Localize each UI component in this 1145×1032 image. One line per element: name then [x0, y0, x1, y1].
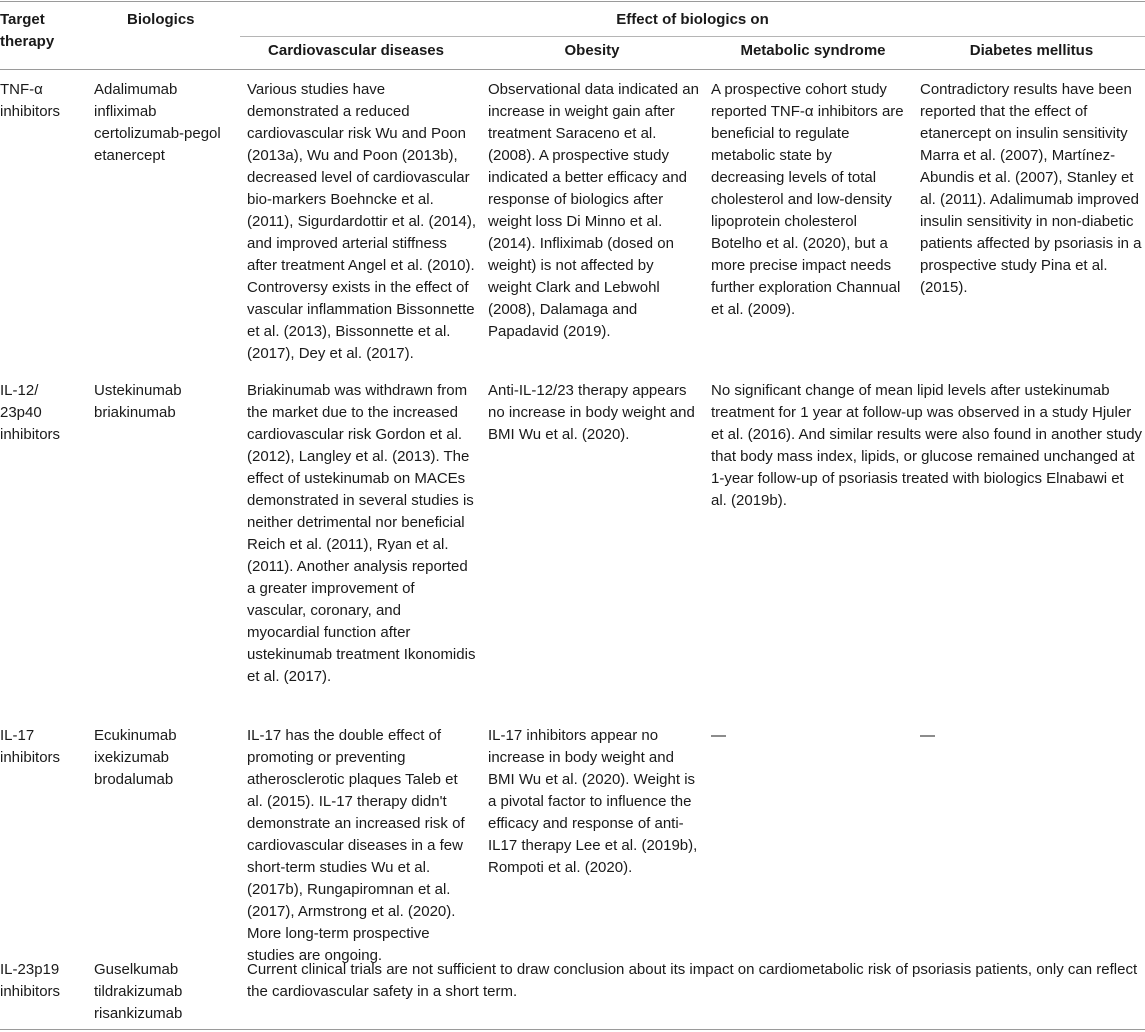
row-2-metabolic-diabetes: No significant change of mean lipid levels after ustekinumab treatment for 1 year at follow-up was observed in a study Hjuler et al. (2016). And similar results were also found in another study that body mass index, lipids, or glucose remained unchanged at 1-year follow-up of psoriasis treated with biologics Elnabawi et al. (2019b).: [711, 382, 1143, 509]
row-3-diabetes: —: [920, 727, 935, 744]
header-cardiovascular: Cardiovascular diseases: [268, 42, 444, 59]
biologic-name: Guselkumab: [94, 961, 179, 978]
row-1-biologics: [94, 79, 244, 167]
row-3-obesity: IL-17 inhibitors appear no increase in body weight and BMI Wu et al. (2020). Weight is a pivotal factor to influence the efficacy and response of anti-IL17 therapy Lee et al. (2019b), Rompoti et al. (2020).: [488, 727, 698, 876]
header-bottom-rule: [0, 69, 1145, 70]
row-3-metabolic: —: [711, 727, 726, 744]
header-metabolic-syndrome: Metabolic syndrome: [740, 42, 886, 59]
header-effect-of-biologics: Effect of biologics on: [616, 11, 769, 28]
biologic-name: certolizumab-pegol: [94, 125, 221, 142]
biologic-name: Adalimumab: [94, 81, 178, 98]
row-1-obesity: Observational data indicated an increase in weight gain after treatment Saraceno et al. (2008). A prospective study indicated a better efficacy and response of biologics after weight loss Di Minno et al. (2014). Infliximab (dosed on weight) is not affected by weight Clark and Lebwohl (2008), Dalamaga and Papadavid (2019).: [488, 81, 699, 340]
row-2-biologics: [94, 380, 244, 424]
row-4-target: IL-23p19 inhibitors: [0, 961, 61, 1000]
biologic-name: Ecukinumab: [94, 727, 177, 744]
row-3-target: IL-17 inhibitors: [0, 727, 61, 766]
row-3-biologics: [94, 725, 244, 791]
biologic-name: tildrakizumab: [94, 983, 183, 1000]
row-1-metabolic: A prospective cohort study reported TNF-α inhibitors are beneficial to regulate metabolic state by decreasing levels of total cholesterol and low-density lipoprotein cholesterol Botelho et al. (2020), but a more precise impact needs further exploration Channual et al. (2009).: [711, 81, 904, 318]
biologic-name: etanercept: [94, 147, 165, 164]
header-diabetes-mellitus: Diabetes mellitus: [969, 42, 1094, 59]
header-obesity: Obesity: [564, 42, 620, 59]
row-4-biologics: [94, 959, 244, 1025]
row-4-effect-all: Current clinical trials are not sufficient to draw conclusion about its impact on cardiometabolic risk of psoriasis patients, only can reflect the cardiovascular safety in a short term.: [247, 961, 1138, 1000]
row-1-diabetes: Contradictory results have been reported that the effect of etanercept on insulin sensitivity Marra et al. (2007), Martínez-Abundis et al. (2007), Stanley et al. (2011). Adalimumab improved insulin sensitivity in non-diabetic patients affected by psoriasis in a prospective study Pina et al. (2015).: [920, 81, 1142, 296]
header-biologics: Biologics: [127, 11, 195, 28]
header-target-therapy: Target therapy: [0, 11, 55, 50]
biologic-name: ixekizumab: [94, 749, 170, 766]
top-rule: [0, 1, 1145, 2]
bottom-rule: [0, 1029, 1145, 1030]
row-3-cvd: IL-17 has the double effect of promoting or preventing atherosclerotic plaques Taleb et al. (2015). IL-17 therapy didn't demonstrate an increased risk of cardiovascular diseases in a few short-term studies Wu et al. (2017b), Rungapiromnan et al. (2017), Armstrong et al. (2020). More long-term prospective studies are ongoing.: [247, 727, 465, 964]
biologic-name: brodalumab: [94, 771, 174, 788]
row-1-cvd: Various studies have demonstrated a reduced cardiovascular risk Wu and Poon (2013a), Wu and Poon (2013b), decreased level of cardiovascular bio-markers Boehncke et al. (2011), Sigurdardottir et al. (2014), and improved arterial stiffness after treatment Angel et al. (2010). Controversy exists in the effect of vascular inflammation Bissonnette et al. (2013), Bissonnette et al. (2017), Dey et al. (2017).: [247, 81, 477, 362]
row-2-target: IL-12/ 23p40 inhibitors: [0, 382, 61, 443]
biologic-name: Ustekinumab: [94, 382, 182, 399]
biologic-name: risankizumab: [94, 1005, 183, 1022]
biologic-name: briakinumab: [94, 404, 176, 421]
header-subrule: [240, 36, 1145, 37]
row-2-cvd: Briakinumab was withdrawn from the market due to the increased cardiovascular risk Gordon et al. (2012), Langley et al. (2013). The effect of ustekinumab on MACEs demonstrated in several studies is neither detrimental nor beneficial Reich et al. (2011), Ryan et al. (2011). Another analysis reported a greater improvement of vascular, coronary, and myocardial function after ustekinumab treatment Ikonomidis et al. (2017).: [247, 382, 476, 685]
biologic-name: infliximab: [94, 103, 157, 120]
row-1-target: TNF-α inhibitors: [0, 81, 61, 120]
row-2-obesity: Anti-IL-12/23 therapy appears no increase in body weight and BMI Wu et al. (2020).: [488, 382, 695, 443]
